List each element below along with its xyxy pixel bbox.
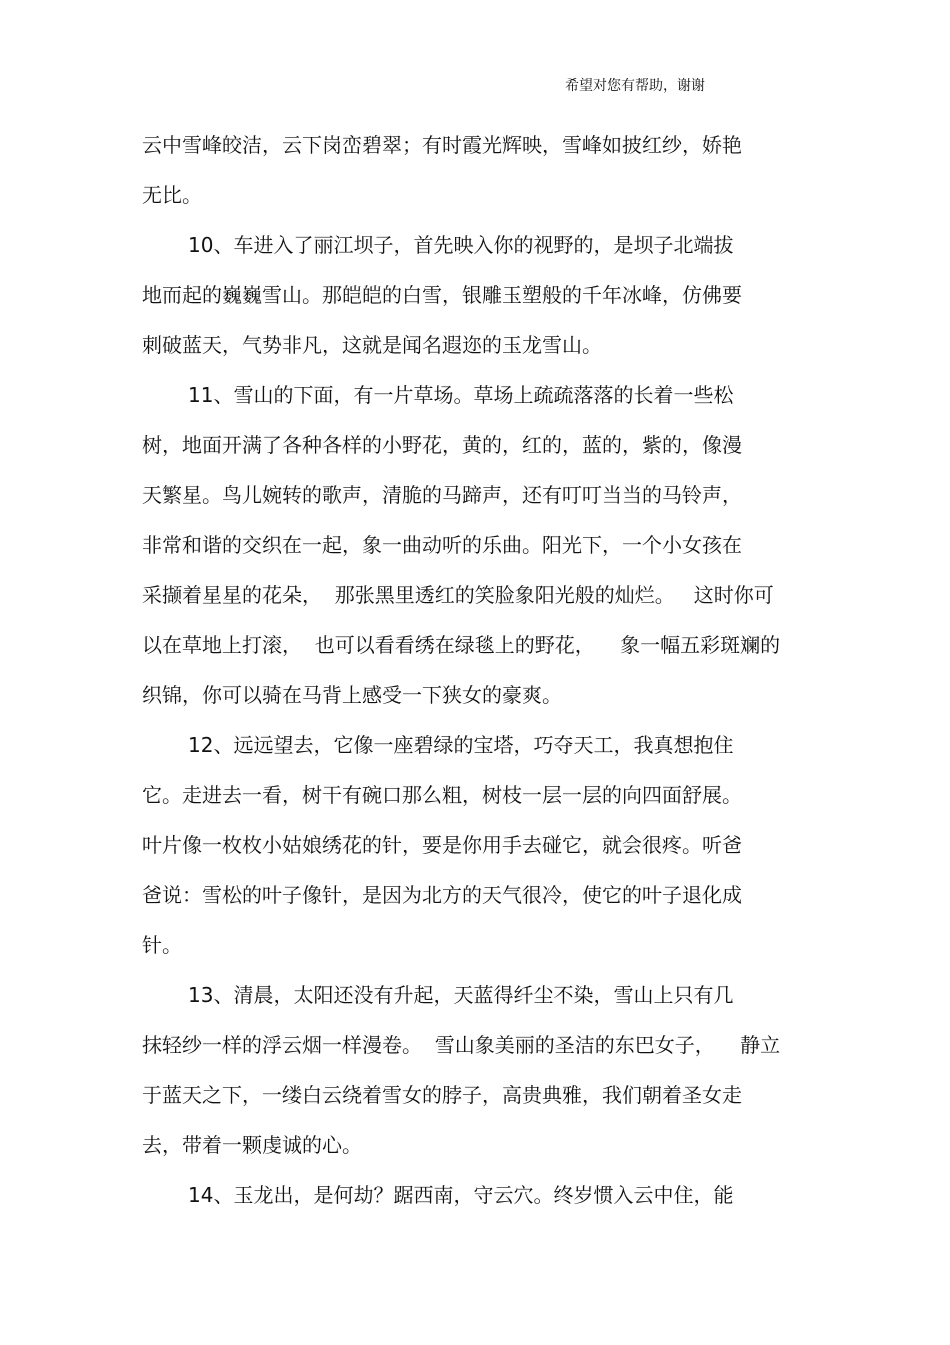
paragraph-12-start: 12、远远望去，它像一座碧绿的宝塔，巧夺天工，我真想抱住: [188, 733, 734, 757]
paragraph-10-start: 10、车进入了丽江坝子，首先映入你的视野的，是坝子北端拔: [188, 233, 734, 257]
text-line: 它。走进去一看，树干有碗口那么粗，树枝一层一层的向四面舒展。: [142, 783, 742, 807]
text-line: 地而起的巍巍雪山。那皑皑的白雪，银雕玉塑般的千年冰峰，仿佛要: [142, 283, 742, 307]
text-line: 叶片像一枚枚小姑娘绣花的针，要是你用手去碰它，就会很疼。听爸: [142, 833, 742, 857]
text-line: 以在草地上打滚， 也可以看看绣在绿毯上的野花， 象一幅五彩斑斓的: [142, 633, 781, 657]
text-line: 织锦，你可以骑在马背上感受一下狭女的豪爽。: [142, 683, 562, 707]
header-note: 希望对您有帮助，谢谢: [565, 78, 705, 94]
text-line: 采撷着星星的花朵， 那张黑里透红的笑脸象阳光般的灿烂。 这时你可: [142, 583, 774, 607]
text-line: 天繁星。鸟儿婉转的歌声，清脆的马蹄声，还有叮叮当当的马铃声，: [142, 483, 742, 507]
text-line: 无比。: [142, 183, 202, 207]
text-line: 去，带着一颗虔诚的心。: [142, 1133, 362, 1157]
text-line: 云中雪峰皎洁，云下岗峦碧翠；有时霞光辉映，雪峰如披红纱，娇艳: [142, 133, 742, 157]
text-line: 于蓝天之下，一缕白云绕着雪女的脖子，高贵典雅，我们朝着圣女走: [142, 1083, 742, 1107]
text-line: 抹轻纱一样的浮云烟一样漫卷。 雪山象美丽的圣洁的东巴女子， 静立: [142, 1033, 781, 1057]
text-line: 树，地面开满了各种各样的小野花，黄的，红的，蓝的，紫的，像漫: [142, 433, 742, 457]
text-line: 非常和谐的交织在一起，象一曲动听的乐曲。阳光下，一个小女孩在: [142, 533, 742, 557]
text-line: 爸说：雪松的叶子像针，是因为北方的天气很冷，使它的叶子退化成: [142, 883, 742, 907]
text-line: 刺破蓝天，气势非凡，这就是闻名遐迩的玉龙雪山。: [142, 333, 602, 357]
text-line: 针。: [142, 933, 182, 957]
paragraph-11-start: 11、雪山的下面，有一片草场。草场上疏疏落落的长着一些松: [188, 383, 734, 407]
paragraph-13-start: 13、清晨，太阳还没有升起，天蓝得纤尘不染，雪山上只有几: [188, 983, 734, 1007]
paragraph-14-start: 14、玉龙出，是何劫？踞西南，守云穴。终岁惯入云中住，能: [188, 1183, 734, 1207]
